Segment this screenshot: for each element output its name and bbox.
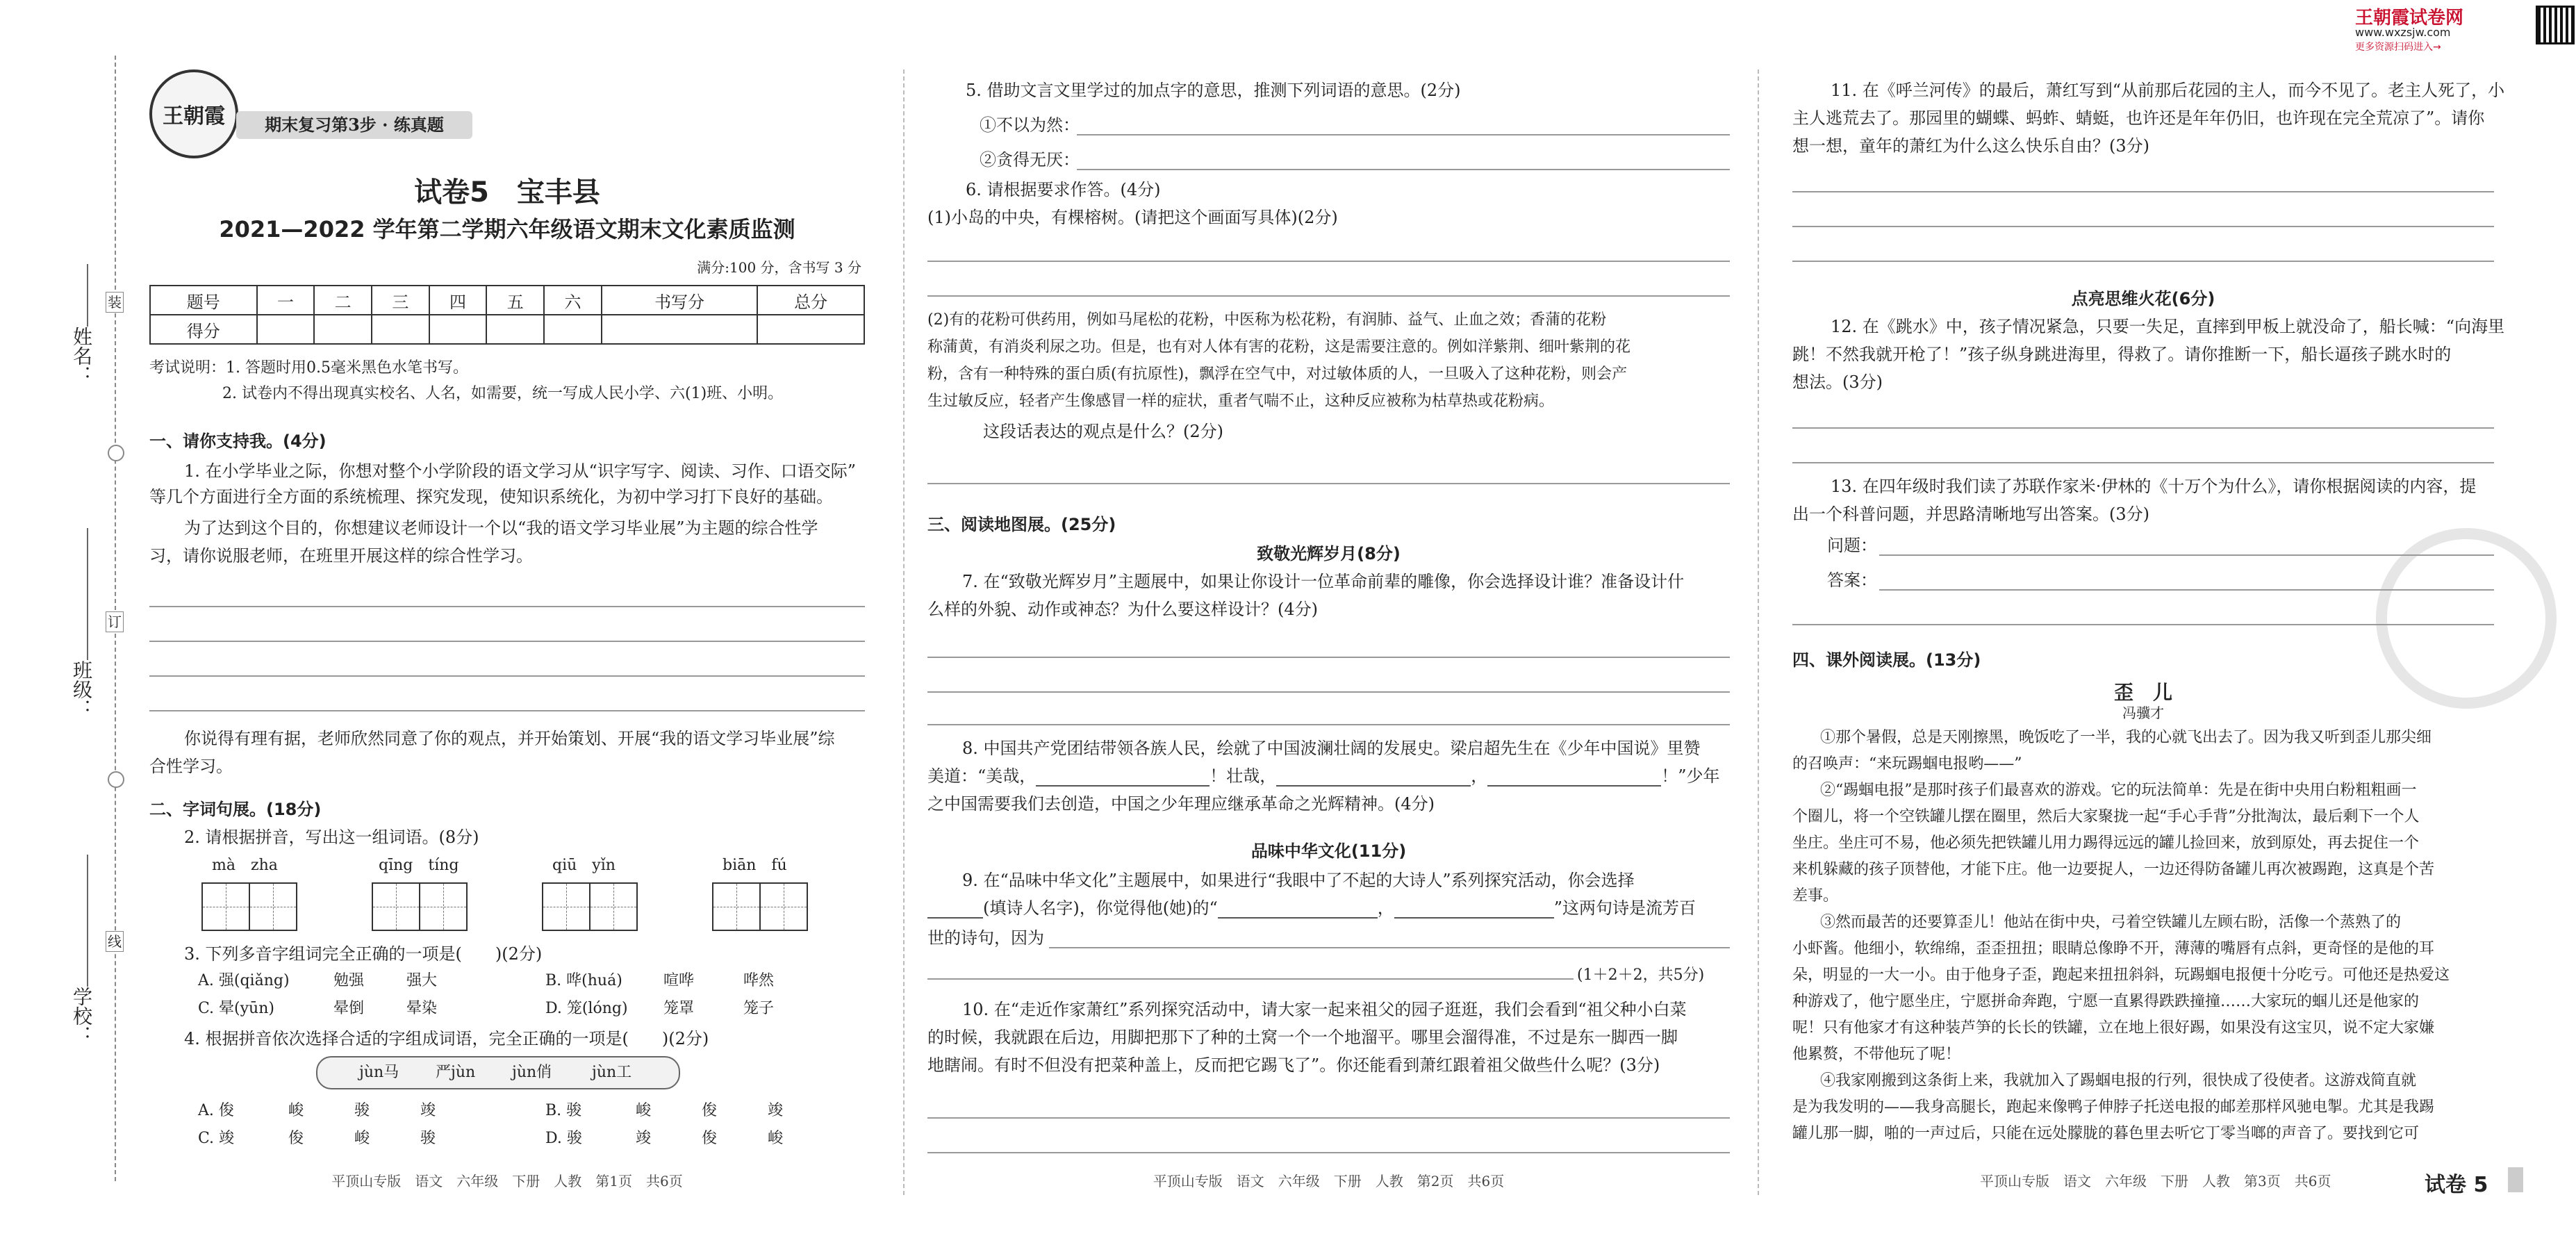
char-box[interactable] bbox=[589, 882, 638, 931]
q3-option-d-word: 笼子 bbox=[743, 1000, 775, 1017]
score-cell[interactable] bbox=[372, 315, 429, 344]
score-table-header: 三 bbox=[372, 286, 429, 315]
section-2-title: 二、字词句展。(18分) bbox=[149, 800, 322, 819]
q9-blank[interactable] bbox=[927, 899, 983, 919]
story-line: 罐儿那一脚，啪的一声过后，只能在远处朦胧的暮色里去听它丁零当啷的声音了。要找到它可 bbox=[1792, 1125, 2420, 1142]
q1-text: 1. 在小学毕业之际，你想对整个小学阶段的语文学习从“识字写字、阅读、习作、口语交际” bbox=[184, 461, 857, 481]
q8-blank[interactable] bbox=[1036, 767, 1209, 787]
seal-char-1: 装 bbox=[106, 292, 124, 313]
q7-text: 7. 在“致敬光辉岁月”主题展中，如果让你设计一位革命前辈的雕像，你会选择设计谁？准备设计什 bbox=[962, 572, 1685, 591]
q8-text: ， bbox=[1471, 766, 1488, 786]
story-line: 差事。 bbox=[1792, 887, 1839, 905]
answer-line[interactable] bbox=[927, 261, 1730, 262]
q5-item: ②贪得无厌： bbox=[980, 150, 1080, 170]
q3-option-b[interactable]: B. 哗(huá) bbox=[545, 972, 622, 989]
q4-option-char: 骏 bbox=[420, 1130, 436, 1147]
q9-text: 世的诗句，因为 bbox=[927, 928, 1044, 948]
paper-badge: 试卷 5 bbox=[2425, 1173, 2488, 1197]
pinyin-label: qiū yǐn bbox=[552, 857, 616, 874]
score-note: 满分:100 分，含书写 3 分 bbox=[697, 259, 861, 276]
step-banner: 期末复习第3步 · 练真题 bbox=[236, 111, 472, 139]
q3-option-a[interactable]: A. 强(qiǎng) bbox=[198, 972, 290, 989]
q4-pinyin-item: 严jùn bbox=[436, 1064, 476, 1081]
page-footer: 平顶山专版 语文 六年级 下册 人教 第3页 共6页 bbox=[1980, 1173, 2331, 1190]
answer-line[interactable] bbox=[927, 1152, 1730, 1153]
q3-option-c-word: 晕染 bbox=[406, 1000, 438, 1017]
answer-line[interactable] bbox=[1792, 191, 2494, 192]
q12-text: 想法。(3分) bbox=[1792, 372, 1883, 392]
score-cell[interactable] bbox=[314, 315, 372, 344]
q11-text: 想一想，童年的萧红为什么这么快乐自由？(3分) bbox=[1792, 136, 2149, 156]
page-footer: 平顶山专版 语文 六年级 下册 人教 第2页 共6页 bbox=[1153, 1173, 1505, 1190]
q8-text: ！”少年 bbox=[1661, 766, 1720, 786]
answer-line[interactable] bbox=[927, 295, 1730, 297]
q4-option-char: 俊 bbox=[702, 1102, 718, 1119]
char-box[interactable] bbox=[542, 882, 591, 931]
q6-2-text: 称蒲黄，有消炎利尿之功。但是，也有对人体有害的花粉，这是需要注意的。例如洋紫荆、细叶紫荆的花 bbox=[927, 338, 1631, 356]
binding-school-blank bbox=[87, 855, 88, 987]
q9-text: (填诗人名字)，你觉得他(她)的“ bbox=[983, 898, 1218, 918]
q3-text: 3. 下列多音字组词完全正确的一项是( )(2分) bbox=[184, 944, 543, 964]
story-line: ①那个暑假，总是天刚擦黑，晚饭吃了一半，我的心就飞出去了。因为我又听到歪儿那尖细 bbox=[1820, 729, 2432, 746]
q4-option-char: 竣 bbox=[636, 1130, 652, 1147]
score-table-header: 题号 bbox=[150, 286, 257, 315]
binding-name-blank bbox=[87, 264, 88, 327]
q4-option-char: 峻 bbox=[768, 1130, 784, 1147]
char-box[interactable] bbox=[372, 882, 420, 931]
q6-1-text: (1)小岛的中央，有棵榕树。(请把这个画面写具体)(2分) bbox=[927, 208, 1338, 227]
char-box[interactable] bbox=[249, 882, 297, 931]
char-box[interactable] bbox=[759, 882, 808, 931]
q6-2-text: (2)有的花粉可供药用，例如马尾松的花粉，中医称为松花粉，有润肺、益气、止血之效；香蒲的花粉 bbox=[927, 311, 1607, 329]
q1-text: 你说得有理有据，老师欣然同意了你的观点，并开始策划、开展“我的语文学习毕业展”综 bbox=[184, 729, 835, 748]
q9-points: (1＋2＋2，共5分) bbox=[1577, 966, 1705, 984]
score-cell[interactable] bbox=[602, 315, 758, 344]
qr-code-icon[interactable] bbox=[2536, 6, 2575, 44]
q3-option-c[interactable]: C. 晕(yūn) bbox=[198, 1000, 274, 1017]
q9-blank[interactable] bbox=[1394, 899, 1554, 919]
q5-item: ①不以为然： bbox=[980, 115, 1080, 135]
char-box[interactable] bbox=[419, 882, 468, 931]
q3-option-b-word: 喧哗 bbox=[663, 972, 695, 989]
score-table-header: 一 bbox=[257, 286, 315, 315]
answer-line[interactable] bbox=[1792, 226, 2494, 227]
q6-2-text: 粉，含有一种特殊的蛋白质(有抗原性)，飘浮在空气中，对过敏体质的人，一旦吸入了这种花粉，则会产 bbox=[927, 365, 1628, 383]
story-line: ④我家刚搬到这条街上来，我就加入了踢蝈电报的行列，很快成了役使者。这游戏简直就 bbox=[1820, 1072, 2417, 1089]
q1-text: 为了达到这个目的，你想建议老师设计一个以“我的语文学习毕业展”为主题的综合性学 bbox=[184, 518, 818, 538]
section-4-title: 四、课外阅读展。(13分) bbox=[1792, 650, 1981, 670]
q11-text: 主人逃荒去了。那园里的蝴蝶、蚂蚱、蜻蜓，也许还是年年仍旧，也许现在完全荒凉了”。请你 bbox=[1792, 108, 2485, 128]
char-box[interactable] bbox=[712, 882, 761, 931]
story-line: 个圈儿，将一个空铁罐儿摆在圈里，然后大家聚拢一起“手心手背”分批淘汰，最后剩下一个人 bbox=[1792, 808, 2420, 825]
answer-line[interactable] bbox=[927, 724, 1730, 725]
q9-text: ”这两句诗是流芳百 bbox=[1553, 898, 1696, 918]
binding-name-label: 姓名： bbox=[70, 327, 93, 385]
story-line: 的召唤声：“来玩踢蝈电报哟——” bbox=[1792, 755, 2022, 773]
q9-text: ， bbox=[1377, 898, 1394, 918]
story-line: 坐庄。坐庄可不易，他必须先把铁罐儿用力踢得远远的罐儿捡回来，放到原处，再去捉住一个 bbox=[1792, 834, 2420, 852]
q4-option-c[interactable]: C. 竣 bbox=[198, 1130, 235, 1147]
q4-pinyin-item: jùn俏 bbox=[512, 1064, 552, 1081]
q1-text: 等几个方面进行全方面的系统梳理、探究发现，使知识系统化，为初中学习打下良好的基础。 bbox=[149, 487, 833, 507]
answer-line[interactable] bbox=[927, 483, 1730, 484]
answer-line[interactable] bbox=[149, 675, 865, 677]
char-box[interactable] bbox=[201, 882, 250, 931]
answer-line[interactable] bbox=[1049, 947, 1730, 948]
q8-blank[interactable] bbox=[1276, 767, 1471, 787]
subsection-title: 点亮思维火花(6分) bbox=[2071, 289, 2215, 308]
q4-pinyin-item: jùn工 bbox=[592, 1064, 632, 1081]
binding-class-label: 班级： bbox=[70, 660, 93, 718]
score-table-header: 总分 bbox=[757, 286, 864, 315]
site-note: 更多资源扫码进入→ bbox=[2355, 42, 2441, 53]
q3-option-d-word: 笼罩 bbox=[663, 1000, 695, 1017]
badge-tab bbox=[2508, 1167, 2523, 1192]
instructions-1: 考试说明：1. 答题时用0.5毫米黑色水笔书写。 bbox=[149, 359, 468, 377]
binding-school-label: 学校： bbox=[70, 987, 93, 1045]
answer-line[interactable] bbox=[1792, 427, 2494, 429]
score-cell[interactable] bbox=[257, 315, 315, 344]
q3-option-d[interactable]: D. 笼(lóng) bbox=[545, 1000, 628, 1017]
subsection-title: 致敬光辉岁月(8分) bbox=[1257, 544, 1401, 563]
q10-text: 10. 在“走近作家萧红”系列探究活动中，请大家一起来祖父的园子逛逛，我们会看到“祖父种小白菜 bbox=[962, 1000, 1687, 1019]
q10-text: 的时候，我就跟在后边，用脚把那下了种的土窝一个一个地溜平。哪里会溜得准，不过是东一脚西一脚 bbox=[927, 1028, 1678, 1047]
story-line: 来机躲藏的孩子顶替他，才能下庄。他一边要捉人，一边还得防备罐儿再次被踢跑，这真是个苦 bbox=[1792, 861, 2435, 878]
score-cell[interactable] bbox=[486, 315, 544, 344]
q4-pinyin-scroll bbox=[316, 1056, 680, 1089]
answer-line[interactable] bbox=[1792, 261, 2494, 262]
answer-line[interactable] bbox=[1792, 462, 2494, 463]
q11-text: 11. 在《呼兰河传》的最后，萧红写到“从前那后花园的主人，而今不见了。老主人死了，小 bbox=[1831, 81, 2505, 100]
score-table-header: 五 bbox=[486, 286, 544, 315]
story-line: 种游戏了，他宁愿坐庄，宁愿拼命奔跑，宁愿一直累得跌跌撞撞……大家玩的蝈儿还是他家的 bbox=[1792, 993, 2420, 1010]
score-table-header: 四 bbox=[429, 286, 487, 315]
site-title: 王朝霞试卷网 bbox=[2355, 8, 2464, 28]
story-line: 是为我发明的——我身高腿长，跑起来像鸭子伸脖子托送电报的邮差那样风驰电掣。尤其是我踢 bbox=[1792, 1098, 2435, 1116]
q4-option-a[interactable]: A. 俊 bbox=[198, 1102, 234, 1119]
q3-option-a-word: 强大 bbox=[406, 972, 438, 989]
q4-option-char: 俊 bbox=[702, 1130, 718, 1147]
binding-hole-2 bbox=[108, 771, 124, 788]
q13-text: 出一个科普问题，并思路清晰地写出答案。(3分) bbox=[1792, 504, 2149, 524]
story-line: 他累赘，不带他玩了呢！ bbox=[1792, 1046, 1961, 1063]
q10-text: 地瞎闹。有时不但没有把菜种盖上，反而把它踢飞了”。你还能看到萧红跟着祖父做些什么呢？(3分) bbox=[927, 1055, 1660, 1075]
pinyin-label: mà zha bbox=[212, 857, 278, 874]
answer-line[interactable] bbox=[149, 710, 865, 711]
q12-text: 12. 在《跳水》中，孩子情况紧急，只要一失足，直摔到甲板上就没命了，船长喊：“向海里 bbox=[1831, 317, 2505, 336]
q6-text: 6. 请根据要求作答。(4分) bbox=[966, 180, 1161, 199]
exam-subtitle: 2021—2022 学年第二学期六年级语文期末文化素质监测 bbox=[219, 216, 795, 242]
score-cell[interactable] bbox=[544, 315, 602, 344]
answer-line[interactable] bbox=[1879, 554, 2494, 556]
q4-option-char: 俊 bbox=[288, 1130, 304, 1147]
q4-option-char: 峻 bbox=[288, 1102, 304, 1119]
score-table-header: 书写分 bbox=[602, 286, 758, 315]
story-line: 呢！只有他家才有这种装芦笋的长长的铁罐，立在地上很好踢，如果没有这宝贝，说不定大家嫌 bbox=[1792, 1019, 2435, 1037]
story-author: 冯骥才 bbox=[2122, 705, 2164, 721]
binding-hole-1 bbox=[108, 445, 124, 461]
score-table bbox=[149, 285, 865, 345]
q8-text: 8. 中国共产党团结带领各族人民，绘就了中国波澜壮阔的发展史。梁启超先生在《少年中国说》里赞 bbox=[962, 739, 1701, 758]
page-divider bbox=[903, 69, 905, 1195]
q3-option-c-word: 晕倒 bbox=[333, 1000, 365, 1017]
story-line: 朵，明显的一大一小。由于他身子歪，跑起来扭扭斜斜，玩踢蝈电报便十分吃亏。可他还是热爱这 bbox=[1792, 966, 2450, 984]
seal-char-3: 线 bbox=[106, 931, 124, 952]
q1-text: 习，请你说服老师，在班里开展这样的综合性学习。 bbox=[149, 546, 533, 566]
q4-option-char: 竣 bbox=[768, 1102, 784, 1119]
score-row-label: 得分 bbox=[150, 315, 257, 344]
logo-text: 王朝霞 bbox=[163, 104, 225, 129]
story-line: ③然而最苦的还要算歪儿！他站在街中央，弓着空铁罐儿左顾右盼，活像一个蒸熟了的 bbox=[1820, 914, 2402, 931]
answer-line[interactable] bbox=[149, 641, 865, 642]
q4-option-char: 竣 bbox=[420, 1102, 436, 1119]
score-cell[interactable] bbox=[429, 315, 487, 344]
binding-class-blank bbox=[87, 528, 88, 660]
q6-2-text: 生过敏反应，轻者产生像感冒一样的症状，重者气喘不止，这种反应被称为枯草热或花粉病。 bbox=[927, 393, 1555, 410]
q13-answer-label: 答案： bbox=[1827, 570, 1877, 590]
q4-text: 4. 根据拼音依次选择合适的字组成词语，完全正确的一项是( )(2分) bbox=[184, 1029, 709, 1048]
story-line: 小虾酱。他细小，软绵绵，歪歪扭扭；眼睛总像睁不开，薄薄的嘴唇有点斜，更奇怪的是他的耳 bbox=[1792, 940, 2435, 957]
score-table-header: 二 bbox=[314, 286, 372, 315]
story-title: 歪 儿 bbox=[2113, 681, 2172, 704]
q2-text: 2. 请根据拼音，写出这一组词语。(8分) bbox=[184, 828, 479, 847]
answer-line[interactable] bbox=[1077, 169, 1730, 170]
q8-blank[interactable] bbox=[1487, 767, 1661, 787]
q4-option-char: 峻 bbox=[636, 1102, 652, 1119]
q9-text: 9. 在“品味中华文化”主题展中，如果进行“我眼中了不起的大诗人”系列探究活动，你会选择 bbox=[962, 871, 1635, 890]
site-url: www.wxzsjw.com bbox=[2355, 26, 2451, 39]
q4-option-b[interactable]: B. 骏 bbox=[545, 1102, 582, 1119]
answer-line[interactable] bbox=[1879, 589, 2494, 591]
answer-line[interactable] bbox=[927, 1117, 1730, 1119]
q4-option-char: 峻 bbox=[354, 1130, 370, 1147]
q4-option-d[interactable]: D. 骏 bbox=[545, 1130, 582, 1147]
brand-logo bbox=[149, 69, 238, 158]
q5-text: 5. 借助文言文里学过的加点字的意思，推测下列词语的意思。(2分) bbox=[966, 81, 1461, 100]
q9-fill-row bbox=[927, 898, 1696, 919]
page-footer: 平顶山专版 语文 六年级 下册 人教 第1页 共6页 bbox=[331, 1173, 683, 1190]
instructions-2: 2. 试卷内不得出现真实校名、人名，如需要，统一写成人民小学、六(1)班、小明。 bbox=[222, 385, 784, 402]
q13-text: 13. 在四年级时我们读了苏联作家米·伊林的《十万个为什么》，请你根据阅读的内容，提 bbox=[1831, 477, 2477, 496]
q8-text: 之中国需要我们去创造，中国之少年理应继承革命之光辉精神。(4分) bbox=[927, 794, 1435, 814]
section-1-title: 一、请你支持我。(4分) bbox=[149, 431, 327, 451]
pinyin-label: biān fú bbox=[723, 857, 787, 874]
story-line: ②“踢蝈电报”是那时孩子们最喜欢的游戏。它的玩法简单：先是在街中央用白粉粗粗画一 bbox=[1820, 782, 2417, 799]
seal-char-2: 订 bbox=[106, 611, 124, 632]
q8-text: 美道：“美哉， bbox=[927, 766, 1037, 786]
answer-line[interactable] bbox=[927, 657, 1730, 658]
subsection-title: 品味中华文化(11分) bbox=[1250, 841, 1407, 861]
answer-line[interactable] bbox=[1792, 624, 2494, 625]
q7-text: 么样的外貌、动作或神态？为什么要这样设计？(4分) bbox=[927, 600, 1318, 619]
page-divider bbox=[1758, 69, 1759, 1195]
score-table-header: 六 bbox=[544, 286, 602, 315]
score-table-header-row bbox=[150, 286, 864, 315]
q9-blank[interactable] bbox=[1218, 899, 1378, 919]
score-table-score-row bbox=[150, 315, 864, 344]
answer-line[interactable] bbox=[149, 606, 865, 607]
q8-text: ！壮哉， bbox=[1209, 766, 1277, 786]
site-banner[interactable] bbox=[2355, 3, 2536, 53]
q13-question-label: 问题： bbox=[1827, 536, 1877, 555]
q8-fill-row bbox=[927, 766, 1720, 787]
section-3-title: 三、阅读地图展。(25分) bbox=[927, 515, 1116, 534]
q1-text: 合性学习。 bbox=[149, 757, 233, 776]
q3-option-b-word: 哗然 bbox=[743, 972, 775, 989]
q4-option-char: 骏 bbox=[354, 1102, 370, 1119]
q12-text: 跳！不然我就开枪了！”孩子纵身跳进海里，得救了。请你推断一下，船长逼孩子跳水时的 bbox=[1792, 345, 2452, 364]
answer-line[interactable] bbox=[927, 691, 1730, 693]
q3-option-a-word: 勉强 bbox=[333, 972, 365, 989]
pinyin-label: qīng tíng bbox=[379, 857, 459, 874]
score-cell[interactable] bbox=[757, 315, 864, 344]
q4-pinyin-item: jùn马 bbox=[359, 1064, 399, 1081]
answer-line[interactable] bbox=[1077, 134, 1730, 135]
answer-line[interactable] bbox=[927, 978, 1574, 980]
exam-title: 试卷5 宝丰县 bbox=[414, 176, 600, 208]
q6-2-question: 这段话表达的观点是什么？(2分) bbox=[983, 422, 1223, 441]
